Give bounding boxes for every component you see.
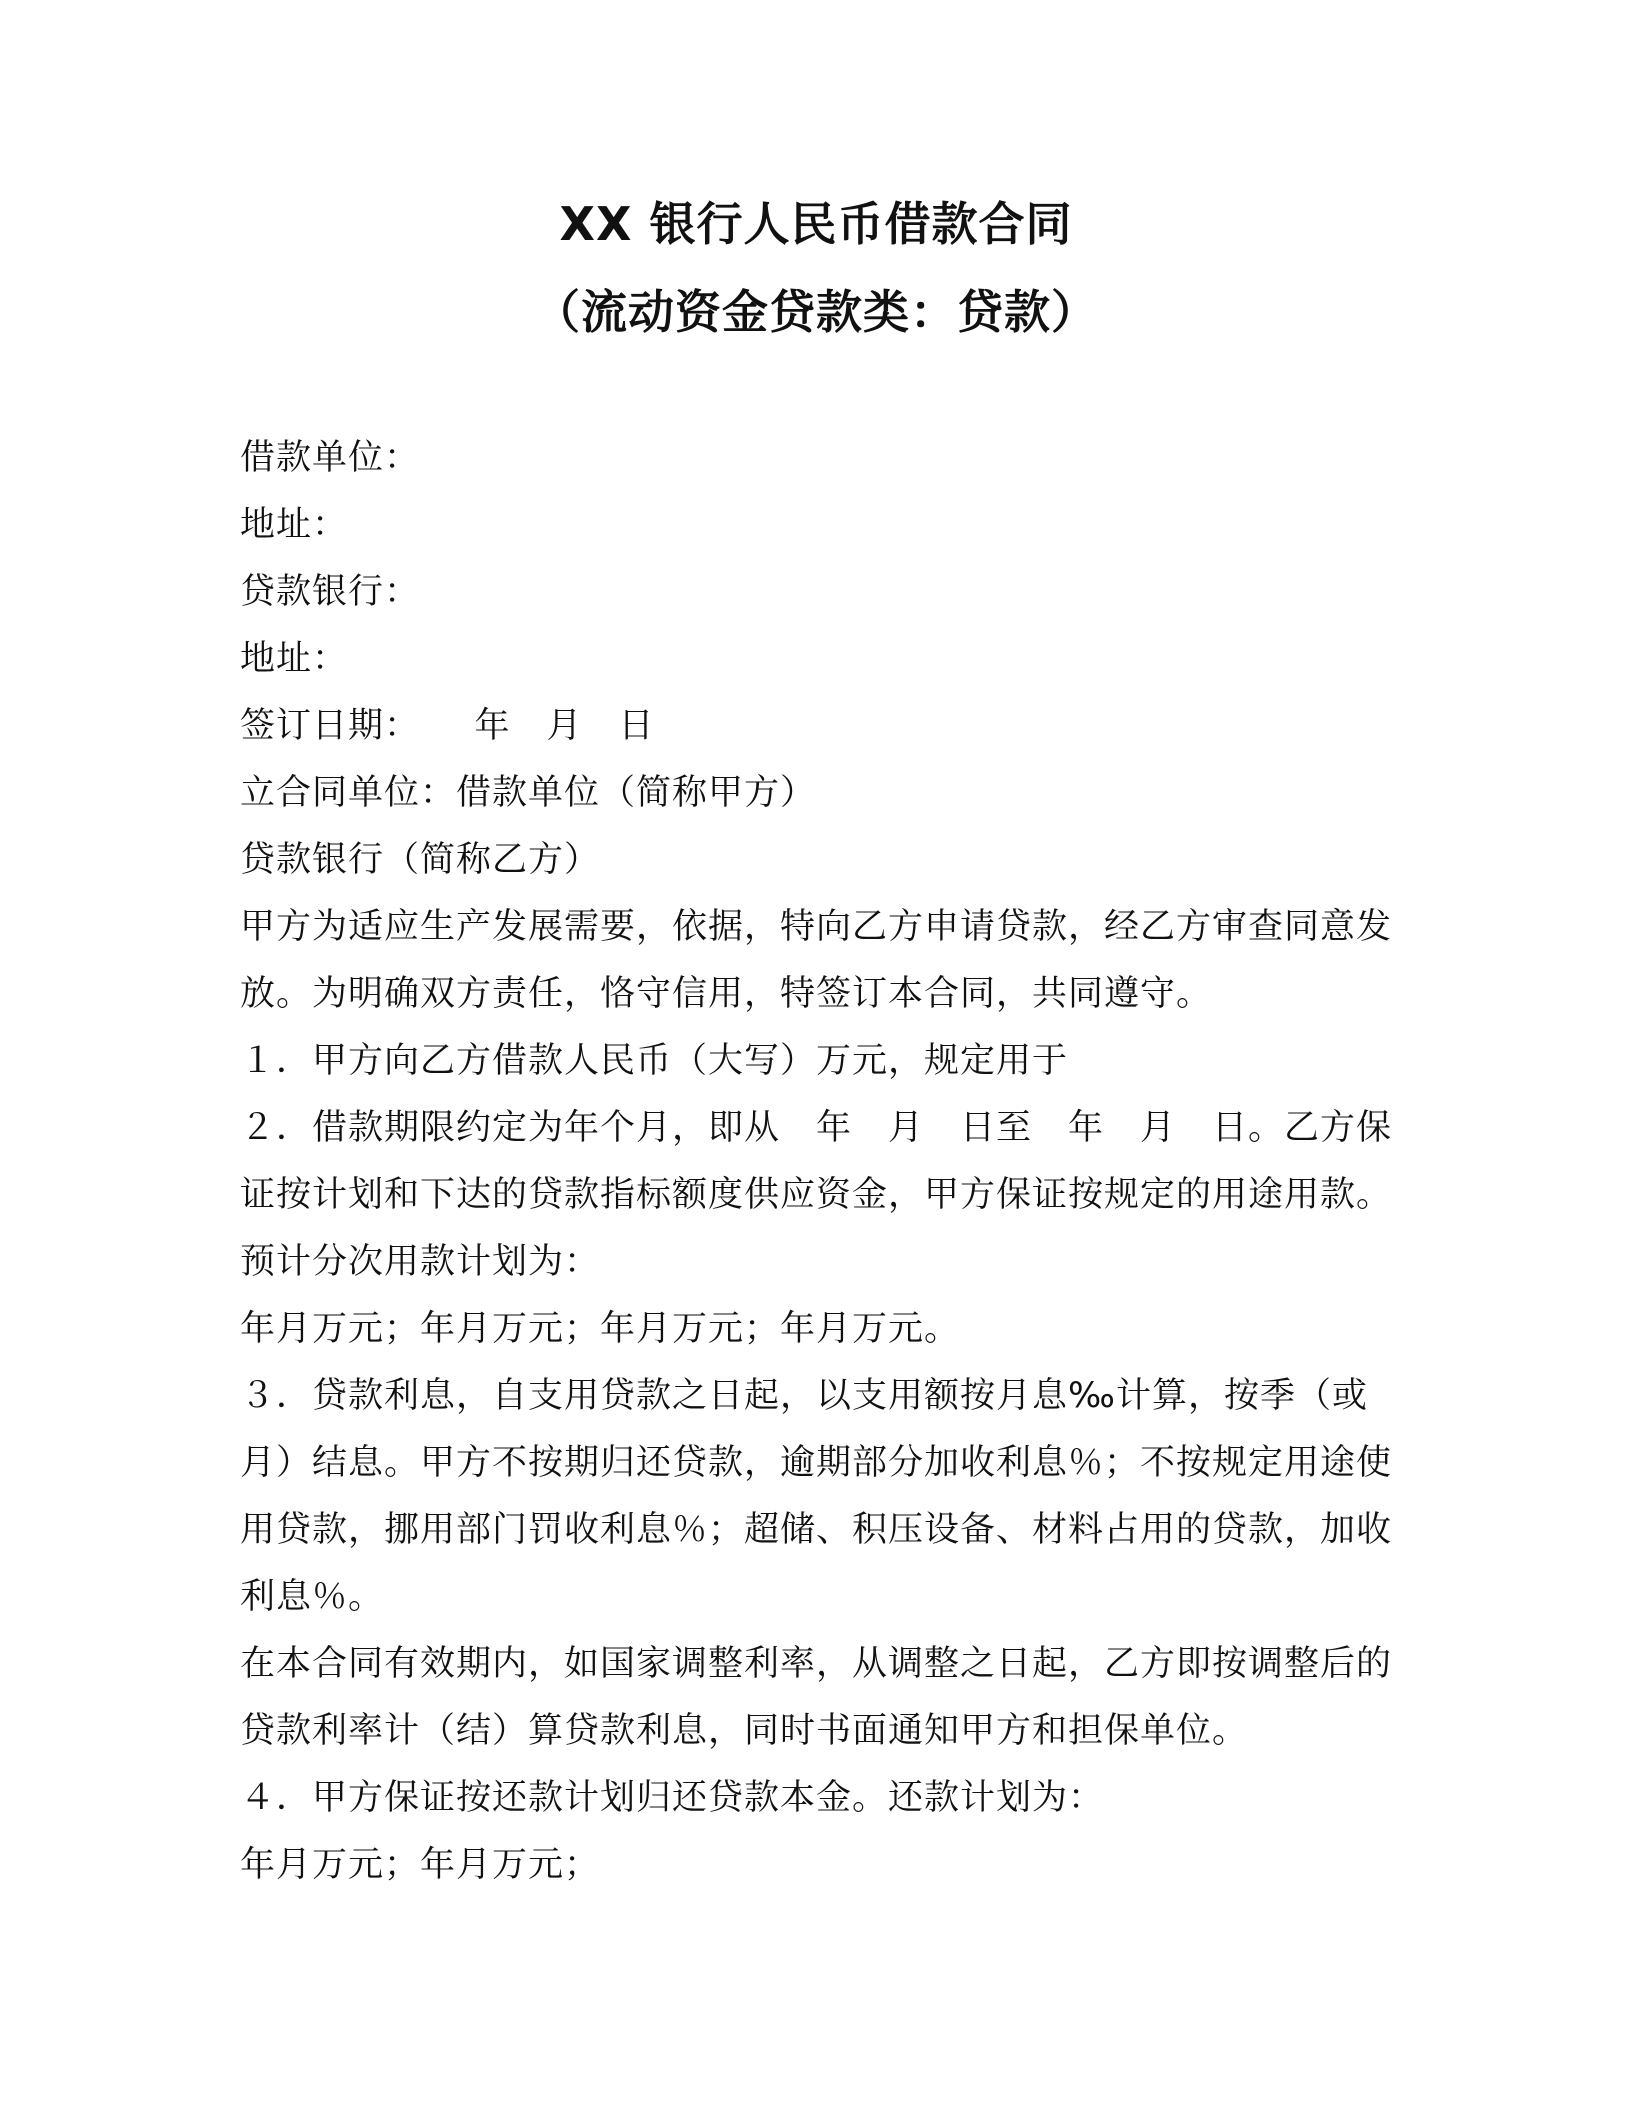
- parties-party-b: 贷款银行（简称乙方）: [240, 840, 601, 880]
- field-borrower-address: 地址：: [240, 505, 349, 545]
- parties-party-a: 立合同单位：借款单位（简称甲方）: [240, 773, 817, 813]
- clause-3: ３．贷款利息，自支用贷款之日起，以支用额按月息‰计算，按季（或月）结息。甲方不按期归还贷款，逾期部分加收利息％；不按规定用途使用贷款，挪用部门罚收利息％；超储、积压设备、材料占用的贷款，加收利息％。: [240, 1376, 1393, 1617]
- field-bank-address: 地址：: [240, 639, 349, 679]
- field-borrower: 借款单位：: [240, 438, 421, 478]
- preamble-paragraph: 甲方为适应生产发展需要，依据，特向乙方申请贷款，经乙方审查同意发放。为明确双方责任，恪守信用，特签订本合同，共同遵守。: [240, 907, 1393, 1014]
- drawdown-schedule: 年月万元；年月万元；年月万元；年月万元。: [240, 1309, 961, 1349]
- document-title: XX 银行人民币借款合同: [559, 197, 1073, 251]
- clause-1: １．甲方向乙方借款人民币（大写）万元，规定用于: [240, 1041, 1069, 1081]
- clause-2: ２．借款期限约定为年个月，即从 年 月 日至 年 月 日。乙方保证按计划和下达的贷款指标额度供应资金，甲方保证按规定的用途用款。预计分次用款计划为：: [240, 1108, 1393, 1282]
- clause-4: ４．甲方保证按还款计划归还贷款本金。还款计划为：: [240, 1778, 1105, 1818]
- document-subtitle: （流动资金贷款类：贷款）: [534, 285, 1098, 339]
- repayment-schedule: 年月万元；年月万元；: [240, 1845, 601, 1885]
- rate-adjustment-paragraph: 在本合同有效期内，如国家调整利率，从调整之日起，乙方即按调整后的贷款利率计（结）算贷款利息，同时书面通知甲方和担保单位。: [240, 1644, 1393, 1751]
- field-lending-bank: 贷款银行：: [240, 572, 421, 612]
- contract-body: [240, 425, 1400, 1899]
- field-signing-date: 签订日期： 年 月 日: [240, 706, 655, 746]
